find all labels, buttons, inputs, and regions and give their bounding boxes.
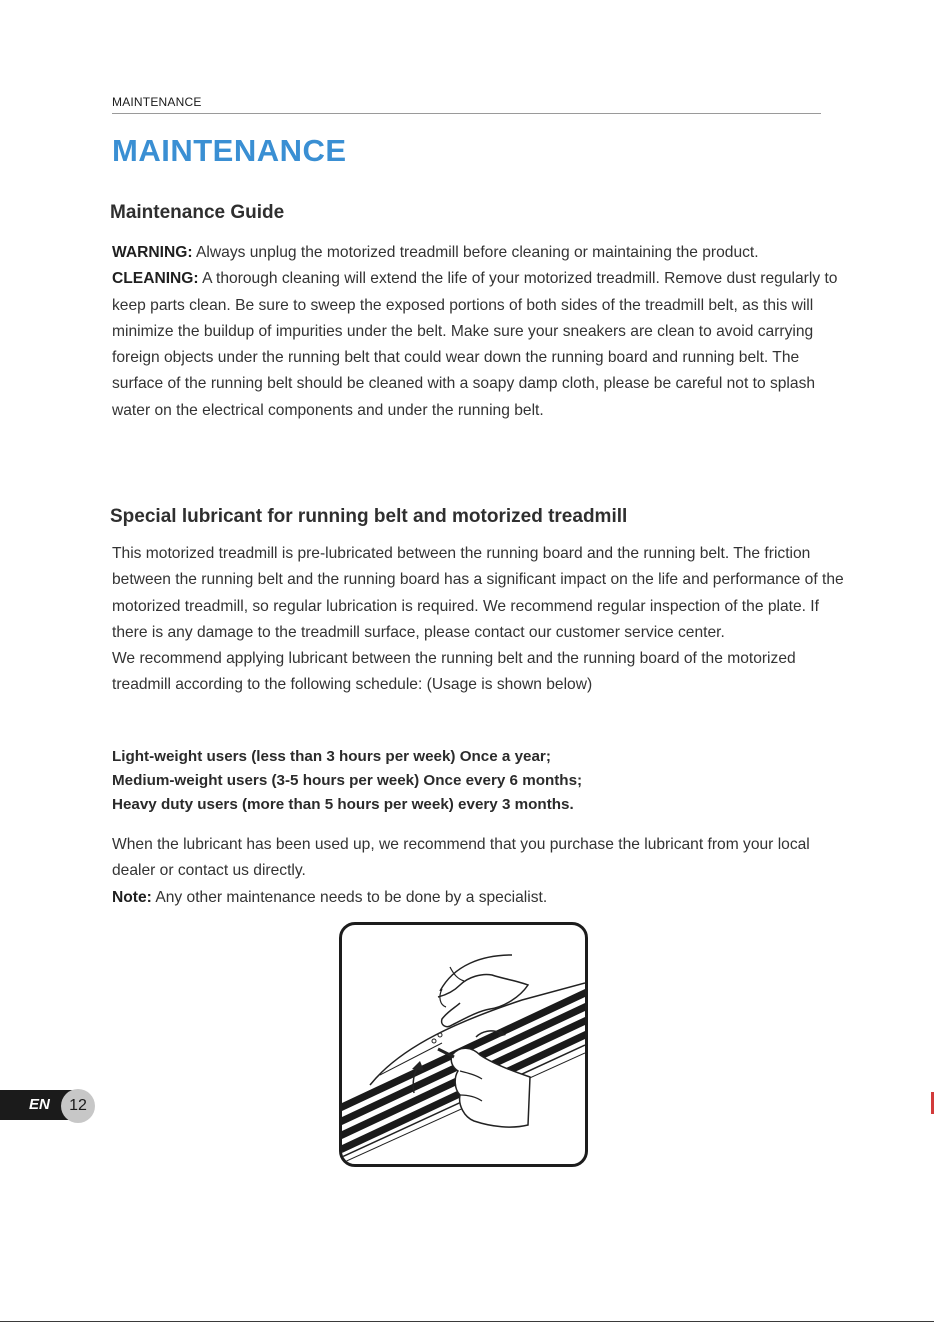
- note-text: Any other maintenance needs to be done by a specialist.: [151, 888, 548, 906]
- header-divider: [112, 113, 821, 114]
- closing-body: [112, 832, 852, 911]
- schedule-item: Light-weight users (less than 3 hours per week) Once a year;: [112, 748, 551, 765]
- deck-edge-line: [380, 1043, 442, 1075]
- cleaning-label: CLEANING:: [112, 270, 199, 288]
- maintenance-guide-body: [112, 240, 852, 424]
- running-head: MAINTENANCE: [112, 95, 202, 109]
- lubricant-paragraph-2: We recommend applying lubricant between the running belt and the running board of the motorized treadmill according to the following schedule: (Usage is shown below): [112, 650, 796, 694]
- lower-hand-drawing: [451, 1048, 530, 1127]
- warning-text: Always unplug the motorized treadmill before cleaning or maintaining the product.: [192, 244, 759, 261]
- closing-paragraph: When the lubricant has been used up, we recommend that you purchase the lubricant from your local dealer or contact us directly.: [112, 836, 810, 880]
- note-paragraph: [112, 885, 852, 911]
- maintenance-guide-heading: Maintenance Guide: [110, 202, 285, 223]
- language-label: EN: [29, 1096, 50, 1113]
- cleaning-paragraph: [112, 266, 852, 424]
- schedule-item: Heavy duty users (more than 5 hours per week) every 3 months.: [112, 796, 574, 813]
- page-number-badge: 12: [61, 1089, 95, 1123]
- lubrication-illustration: [339, 922, 588, 1167]
- cleaning-text: A thorough cleaning will extend the life of your motorized treadmill. Remove dust regularly to keep parts clean. Be sure to sweep the exposed portions of both sides of the treadmill belt, as this will minimize the buildup of impurities under the belt. Make sure your sneakers are clean to avoid carrying foreign objects under the running belt that could wear down the running board and running belt. The surface of the running belt should be cleaned with a soapy damp cloth, please be careful not to splash water on the electrical components and under the running belt.: [112, 270, 838, 419]
- schedule-item: Medium-weight users (3-5 hours per week) Once every 6 months;: [112, 772, 583, 789]
- bottom-rule: [0, 1321, 934, 1322]
- page-title: MAINTENANCE: [112, 133, 347, 168]
- upper-hand-drawing: [438, 955, 528, 1027]
- lubricant-paragraph-1: This motorized treadmill is pre-lubricated between the running board and the running belt. The friction between the running belt and the running board has a significant impact on the life and performance of the motorized treadmill, so regular lubrication is required. We recommend regular inspection of the plate. If there is any damage to the treadmill surface, please contact our customer service center.: [112, 545, 844, 641]
- warning-label: WARNING:: [112, 244, 193, 261]
- lubrication-schedule: [112, 745, 852, 817]
- lubricant-heading: Special lubricant for running belt and motorized treadmill: [110, 506, 628, 527]
- note-label: Note:: [112, 888, 152, 906]
- warning-paragraph: [112, 240, 852, 266]
- treadmill-lubrication-drawing: [342, 925, 585, 1164]
- lubricant-body: [112, 541, 852, 699]
